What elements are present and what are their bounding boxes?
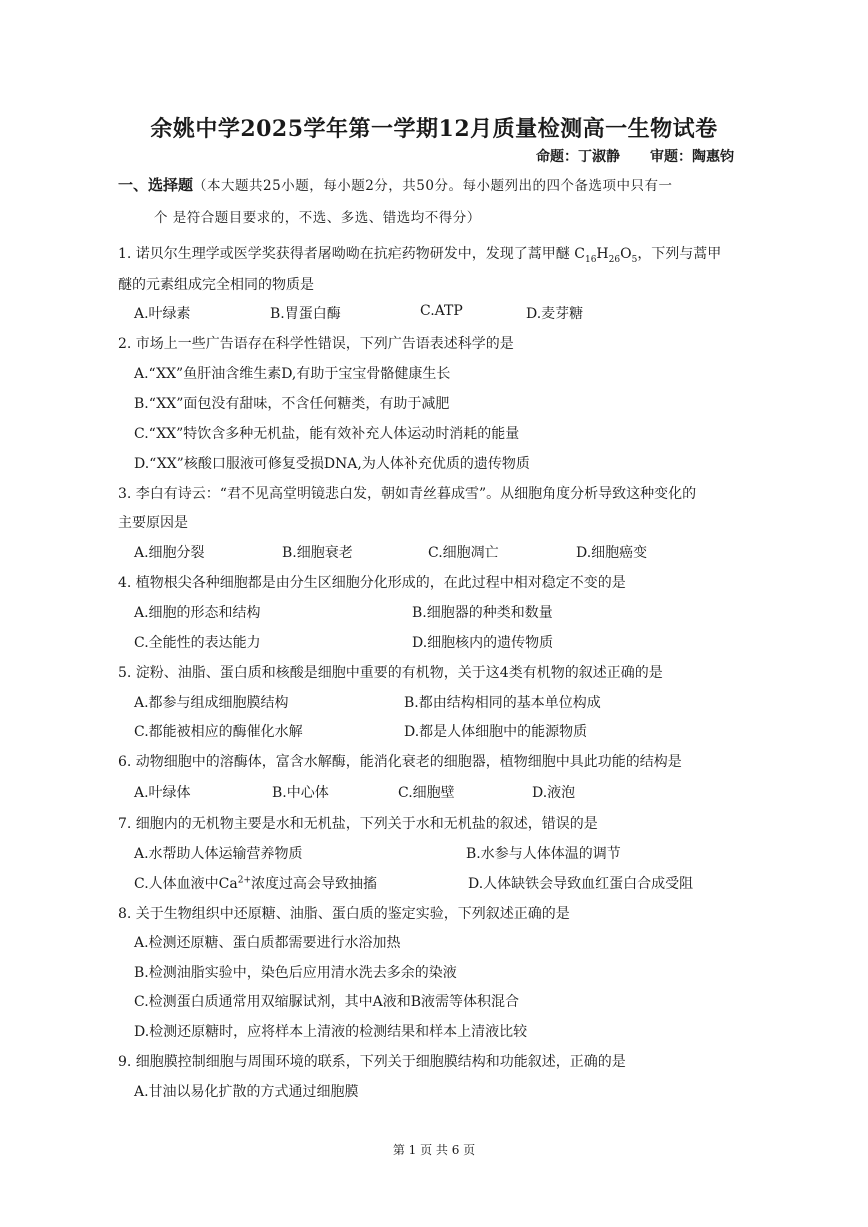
q8-option-d: D.检测还原糖时，应将样本上清液的检测结果和样本上清液比较 [134,1024,528,1040]
q4-option-d: D.细胞核内的遗传物质 [412,635,554,651]
question-4-stem: 4. 植物根尖各种细胞都是由分生区细胞分化形成的，在此过程中相对稳定不变的是 [118,575,626,591]
q3-option-a: A.细胞分裂 [134,545,205,561]
question-6-stem: 6. 动物细胞中的溶酶体，富含水解酶，能消化衰老的细胞器，植物细胞中具此功能的结构是 [118,754,682,770]
section-heading [118,174,672,195]
question-3-stem: 3. 李白有诗云：“君不见高堂明镜悲白发，朝如青丝暮成雪”。从细胞角度分析导致这种变化的 [118,486,697,502]
q2-option-d: D.“XX”核酸口服液可修复受损DNA,为人体补充优质的遗传物质 [134,456,530,472]
q5-option-a: A.都参与组成细胞膜结构 [134,695,289,711]
q7-option-c-sup: 2+ [237,875,252,886]
q7-option-d: D.人体缺铁会导致血红蛋白合成受阻 [468,876,694,892]
q7-option-a: A.水帮助人体运输营养物质 [134,846,303,862]
section-title: 一、选择题 [118,176,194,194]
q7-option-c [134,873,377,893]
q1-option-d: D.麦芽糖 [526,306,584,322]
q1-sub-o: 5 [631,254,638,265]
question-1-stem-cont: 醚的元素组成完全相同的物质是 [118,277,314,293]
question-3-stem-cont: 主要原因是 [118,515,188,531]
q1-option-a: A.叶绿素 [134,306,191,322]
q1-o: O [620,246,632,262]
q1-option-b: B.胃蛋白酶 [270,306,341,322]
q2-option-a: A.“XX”鱼肝油含维生素D,有助于宝宝骨骼健康生长 [134,366,451,382]
exam-authors [536,146,734,166]
q6-option-a: A.叶绿体 [134,785,191,801]
section-note: （本大题共25小题，每小题2分，共50分。每小题列出的四个备选项中只有一 [193,178,673,194]
page-number: 第 1 页 共 6 页 [392,1143,476,1157]
q2-option-b: B.“XX”面包没有甜味，不含任何糖类，有助于减肥 [134,396,450,412]
q4-option-b: B.细胞器的种类和数量 [412,605,553,621]
question-5-stem: 5. 淀粉、油脂、蛋白质和核酸是细胞中重要的有机物，关于这4类有机物的叙述正确的是 [118,665,663,681]
q5-option-c: C.都能被相应的酶催化水解 [134,724,303,740]
q2-option-c: C.“XX”特饮含多种无机盐，能有效补充人体运动时消耗的能量 [134,426,520,442]
q1-h: H [596,246,609,262]
q1-option-c: C.ATP [420,303,463,319]
q7-option-c-post: 浓度过高会导致抽搐 [251,876,378,892]
q5-option-b: B.都由结构相同的基本单位构成 [404,695,601,711]
q1-sub-h: 26 [608,254,621,265]
author-label: 命题：丁淑静 [536,149,620,165]
q3-option-b: B.细胞衰老 [282,545,353,561]
q6-option-d: D.液泡 [532,785,576,801]
q3-option-c: C.细胞凋亡 [428,545,499,561]
q8-option-b: B.检测油脂实验中，染色后应用清水洗去多余的染液 [134,965,457,981]
q9-option-a: A.甘油以易化扩散的方式通过细胞膜 [134,1084,359,1100]
question-7-stem: 7. 细胞内的无机物主要是水和无机盐，下列关于水和无机盐的叙述，错误的是 [118,816,598,832]
exam-title: 余姚中学2025学年第一学期12月质量检测高一生物试卷 [150,116,718,142]
question-8-stem: 8. 关于生物组织中还原糖、油脂、蛋白质的鉴定实验，下列叙述正确的是 [118,906,570,922]
q3-option-d: D.细胞癌变 [576,545,648,561]
q4-option-a: A.细胞的形态和结构 [134,605,261,621]
q1-text: 1. 诺贝尔生理学或医学奖获得者屠呦呦在抗疟药物研发中，发现了蒿甲醚 C [118,246,585,262]
section-note-line2: 个 是符合题目要求的，不选、多选、错选均不得分） [154,210,481,226]
q4-option-c: C.全能性的表达能力 [134,635,261,651]
question-1-stem [118,243,721,265]
q7-option-c-pre: C.人体血液中Ca [134,876,238,892]
q1-text-post: ，下列与蒿甲 [637,246,722,262]
q1-sub-c: 16 [584,254,597,265]
q6-option-c: C.细胞壁 [398,785,455,801]
q7-option-b: B.水参与人体体温的调节 [466,846,621,862]
q6-option-b: B.中心体 [272,785,329,801]
question-9-stem: 9. 细胞膜控制细胞与周围环境的联系，下列关于细胞膜结构和功能叙述，正确的是 [118,1054,626,1070]
reviewer-label: 审题：陶惠钧 [650,149,734,165]
q8-option-a: A.检测还原糖、蛋白质都需要进行水浴加热 [134,935,401,951]
q8-option-c: C.检测蛋白质通常用双缩脲试剂，其中A液和B液需等体积混合 [134,994,520,1010]
q5-option-d: D.都是人体细胞中的能源物质 [404,724,588,740]
question-2-stem: 2. 市场上一些广告语存在科学性错误，下列广告语表述科学的是 [118,336,514,352]
